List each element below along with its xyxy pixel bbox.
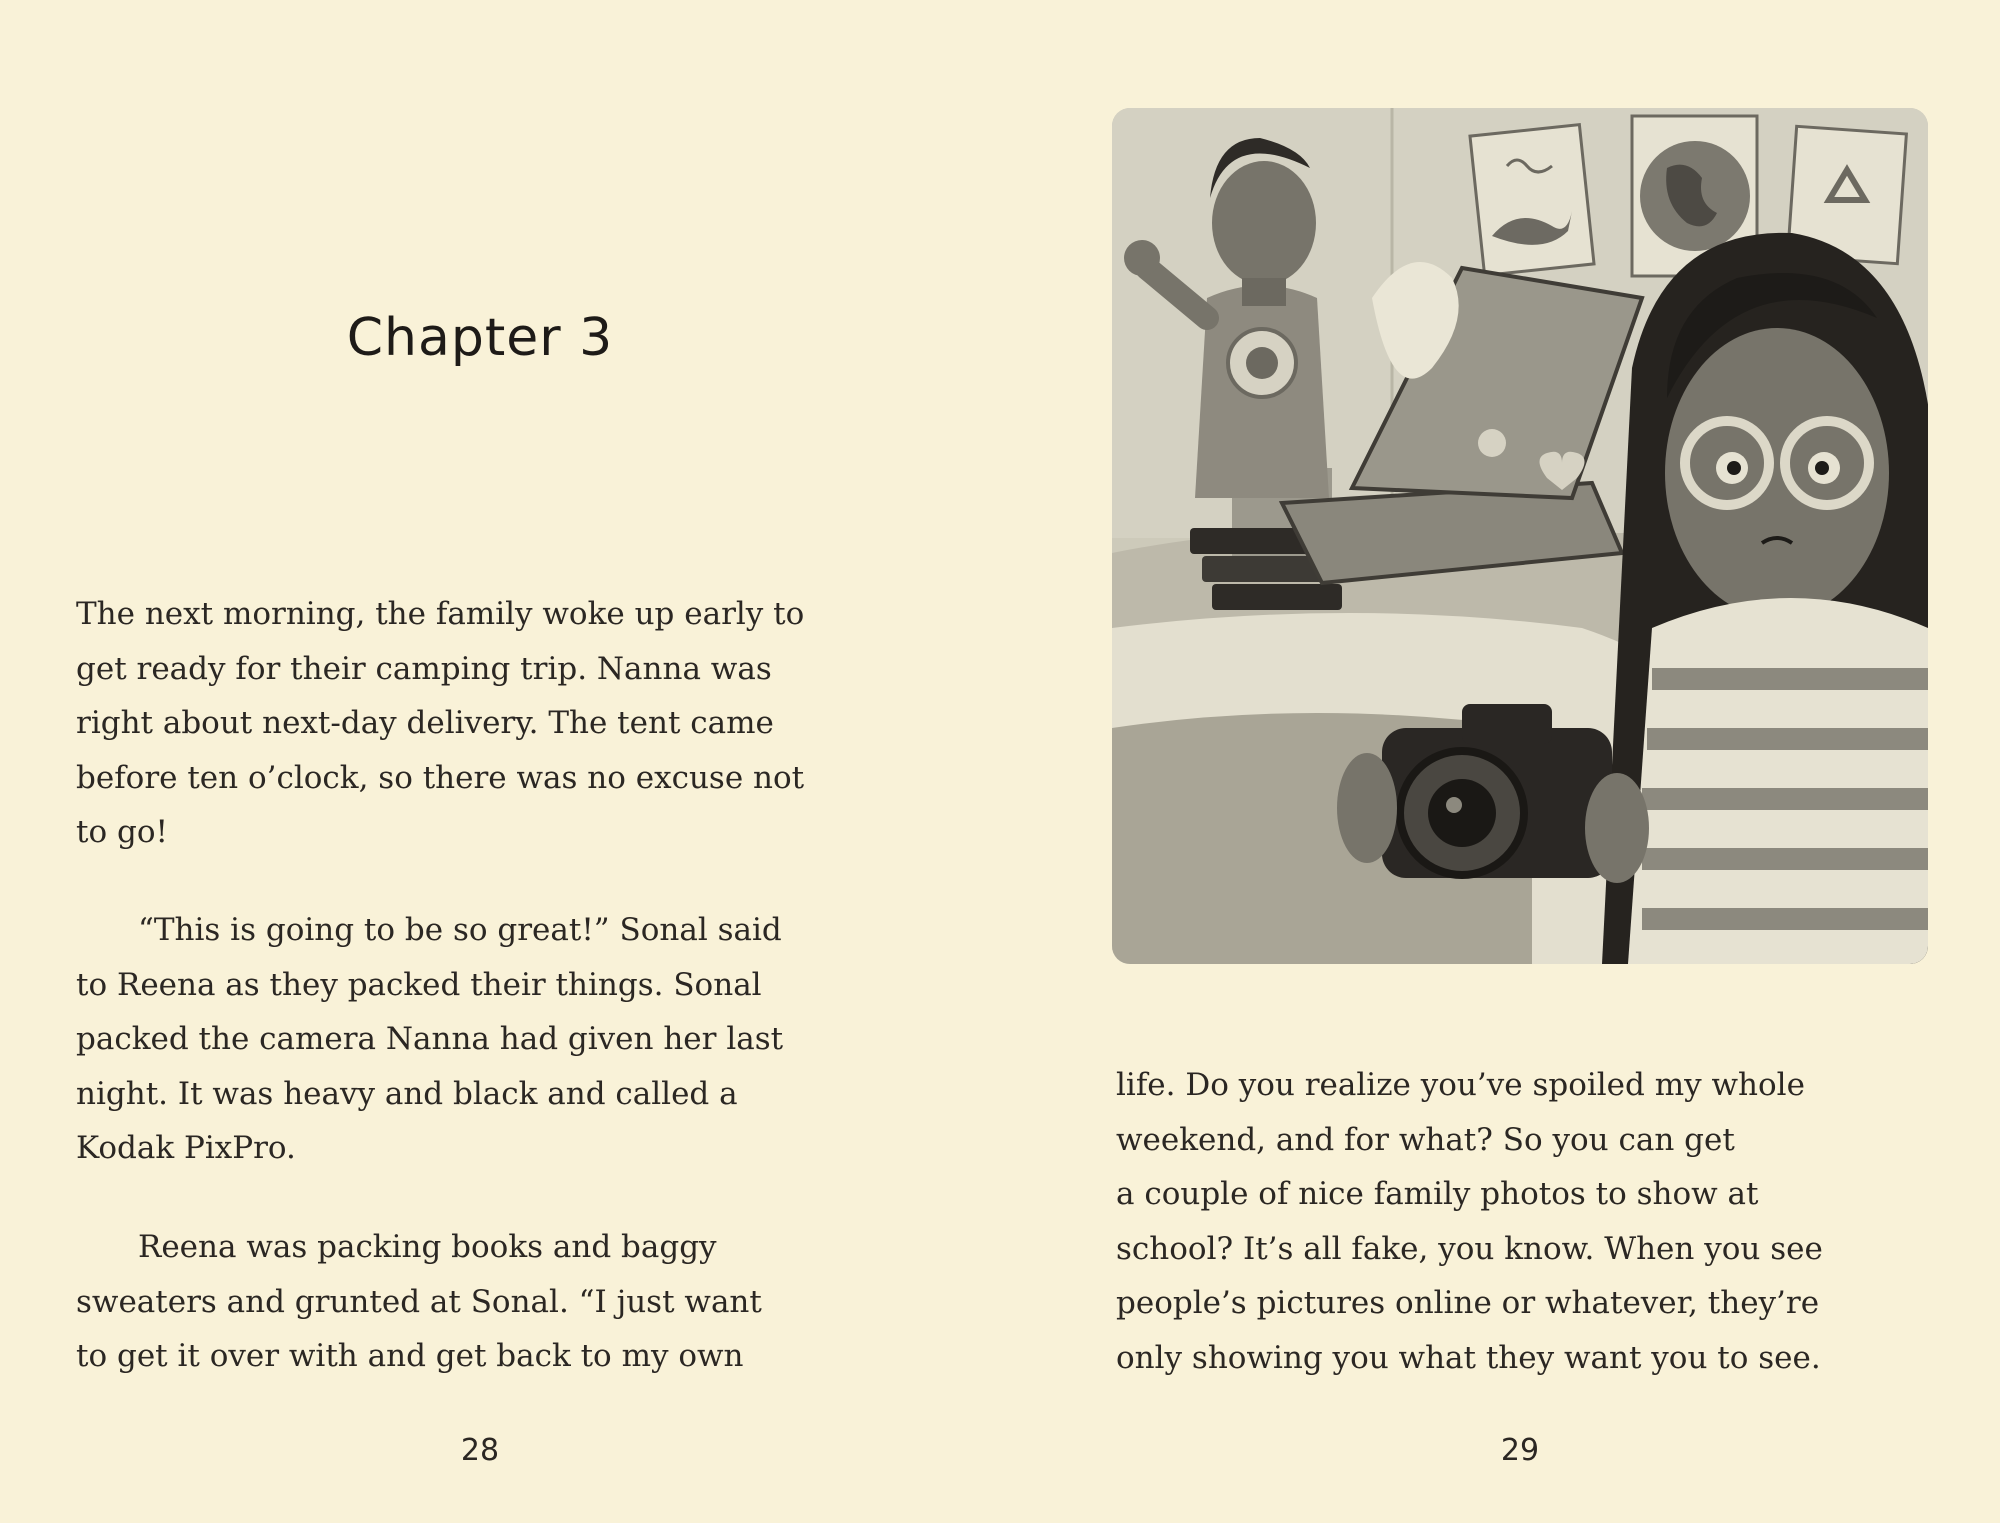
text-line: before ten o’clock, so there was no excuse not	[76, 759, 805, 796]
paragraph-right	[1116, 1058, 1916, 1385]
text-line: to go!	[76, 814, 168, 850]
text-line: night. It was heavy and black and called a	[76, 1075, 738, 1112]
paragraph-3	[76, 1220, 876, 1384]
text-line: Reena was packing books and baggy	[138, 1229, 717, 1265]
text-line: life. Do you realize you’ve spoiled my whole	[1116, 1067, 1805, 1103]
text-line: weekend, and for what? So you can get	[1116, 1121, 1735, 1158]
paragraph-1	[76, 587, 876, 860]
page-number-right: 29	[1500, 1433, 1540, 1468]
girl-figure	[1602, 233, 1928, 964]
text-line: people’s pictures online or whatever, they’re	[1116, 1285, 1820, 1321]
text-line: to get it over with and get back to my own	[76, 1338, 744, 1374]
text-line: school? It’s all fake, you know. When you see	[1116, 1230, 1823, 1267]
page-number-left: 28	[460, 1433, 500, 1468]
paragraph-2	[76, 903, 876, 1176]
chapter-illustration	[1112, 108, 1928, 964]
text-line: get ready for their camping trip. Nanna was	[76, 650, 772, 687]
text-line: The next morning, the family woke up early to	[76, 596, 805, 632]
chapter-title: Chapter 3	[346, 308, 614, 368]
text-line: sweaters and grunted at Sonal. “I just want	[76, 1283, 762, 1320]
text-line: only showing you what they want you to see.	[1116, 1339, 1821, 1376]
text-line: “This is going to be so great!” Sonal said	[138, 912, 782, 948]
text-line: to Reena as they packed their things. Sonal	[76, 966, 762, 1003]
text-line: packed the camera Nanna had given her last	[76, 1021, 784, 1057]
text-line: right about next-day delivery. The tent came	[76, 705, 774, 741]
text-line: a couple of nice family photos to show at	[1116, 1176, 1759, 1212]
whale-poster-icon	[1470, 125, 1594, 276]
text-line: Kodak PixPro.	[76, 1130, 296, 1166]
